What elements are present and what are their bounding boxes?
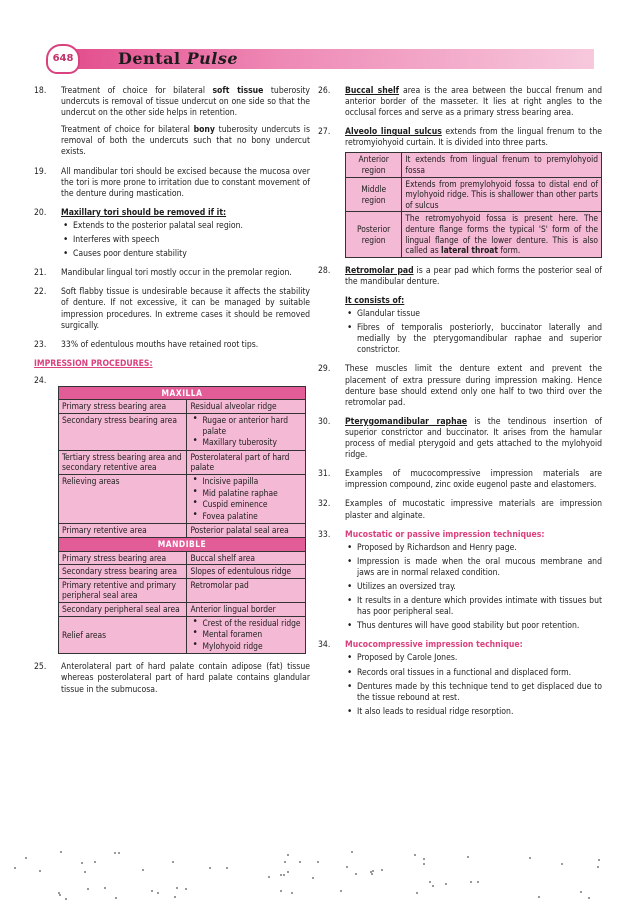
speckle-dot [317, 861, 319, 863]
speckle-dot [174, 896, 176, 898]
list-item: • Fibres of temporalis posteriorly, buccinator laterally and medially by the pterygomandibular raphae and superior constrictor. [345, 323, 602, 356]
item-number: 34. [318, 640, 331, 651]
table-cell: Posterolateral part of hard palate [187, 450, 306, 474]
item-heading: Mucostatic or passive impression techniques: [345, 529, 545, 540]
list-item: • Records oral tissues in a functional and displaced form. [345, 668, 602, 679]
text: Treatment of choice for bilateral [61, 125, 194, 136]
list-item: • Interferes with speech [61, 235, 310, 246]
scan-speckle [0, 850, 638, 902]
item-number: 21. [34, 268, 47, 279]
item-heading: Maxillary tori should be removed if it: [61, 207, 227, 218]
list-item: • Proposed by Richardson and Henry page. [345, 543, 602, 554]
speckle-dot [268, 876, 270, 878]
item-number: 23. [34, 339, 47, 350]
speckle-dot [381, 869, 383, 871]
list-item: • Thus dentures will have good stability but poor retention. [345, 621, 602, 632]
table-row [59, 475, 306, 524]
item-number: 33. [318, 529, 331, 540]
table-row [59, 578, 306, 602]
book-title [118, 49, 238, 69]
speckle-dot [60, 851, 62, 853]
speckle-dot [185, 888, 187, 890]
speckle-dot [291, 892, 293, 894]
list-item: • Fovea palatine [190, 511, 302, 522]
table-row [59, 565, 306, 579]
table-row [59, 524, 306, 538]
speckle-dot [59, 894, 61, 896]
item-number: 28. [318, 265, 331, 276]
table-row [59, 414, 306, 451]
subheading: It consists of: [345, 296, 405, 306]
table-row [346, 177, 602, 212]
paragraph [61, 86, 310, 119]
speckle-dot [598, 859, 600, 861]
speckle-dot [355, 873, 357, 875]
item-20 [34, 208, 310, 260]
item-number: 20. [34, 207, 47, 218]
left-column [34, 86, 310, 704]
bullet-list [61, 221, 310, 260]
speckle-dot [372, 870, 374, 872]
item-34 [318, 640, 602, 718]
bullet-list [345, 309, 602, 356]
speckle-dot [157, 892, 159, 894]
table-row [59, 450, 306, 474]
item-text: Mandibular lingual tori mostly occur in the premolar region. [61, 268, 292, 279]
table-cell: Posterior palatal seal area [187, 524, 306, 538]
speckle-dot [283, 874, 285, 876]
speckle-dot [280, 890, 282, 892]
table-cell: Middle region [346, 177, 402, 212]
table-cell: Residual alveolar ridge [187, 400, 306, 414]
speckle-dot [340, 890, 342, 892]
table-cell: Primary stress bearing area [59, 551, 187, 565]
item-text: Examples of mucostatic impressive materials are impression plaster and alginate. [345, 499, 602, 521]
list-item: • Impression is made when the oral mucous membrane and jaws are in normal relaxed condition. [345, 557, 602, 579]
item-19 [34, 167, 310, 200]
item-number: 31. [318, 469, 331, 480]
speckle-dot [142, 869, 144, 871]
item-text: Examples of mucocompressive impression materials are impression compound, zinc oxide eugenol paste and elastomers. [345, 469, 602, 491]
title-dental: Dental [118, 49, 187, 68]
table-cell: It extends from lingual frenum to premylohyoid fossa [402, 153, 602, 177]
item-text: extends from the lingual frenum to the retromyiohyoid curtain. It is divided into three parts. [345, 127, 602, 149]
item-31 [318, 469, 602, 491]
list-item: • Crest of the residual ridge [190, 618, 302, 629]
table-row [346, 212, 602, 257]
table-cell: Relief areas [59, 616, 187, 654]
speckle-dot [39, 870, 41, 872]
list-item: • Cuspid eminence [190, 499, 302, 510]
list-item: • Proposed by Carole Jones. [345, 653, 602, 664]
table-cell: Tertiary stress bearing area and secondary retentive area [59, 450, 187, 474]
speckle-dot [87, 888, 89, 890]
bold-text: bony [193, 125, 215, 136]
item-heading: Buccal shelf [345, 86, 400, 96]
item-text: Anterolateral part of hard palate contain adipose (fat) tissue whereas posterolateral part of hard palate contains glandular tissue in the submucosa. [61, 662, 310, 695]
speckle-dot [176, 887, 178, 889]
speckle-dot [371, 873, 373, 875]
bullet-list [345, 543, 602, 633]
table-cell: Primary stress bearing area [59, 400, 187, 414]
item-number: 29. [318, 364, 331, 375]
item-number: 27. [318, 127, 331, 138]
table-cell [402, 212, 602, 257]
table-row [59, 551, 306, 565]
item-number: 19. [34, 166, 47, 177]
item-32 [318, 499, 602, 521]
paragraph [61, 125, 310, 158]
item-33 [318, 530, 602, 633]
title-pulse: Pulse [186, 49, 239, 68]
speckle-dot [115, 897, 117, 899]
item-text: 33% of edentulous mouths have retained root tips. [61, 339, 259, 350]
item-24 [34, 376, 310, 654]
speckle-dot [429, 881, 431, 883]
table-cell: Primary retentive area [59, 524, 187, 538]
text: The retromyohyoid fossa is present here. The denture flange forms the typical 'S' form of the lingual flange of the lower denture. This is also called as [405, 213, 598, 256]
speckle-dot [423, 863, 425, 865]
speckle-dot [588, 897, 590, 899]
table-row [59, 616, 306, 654]
item-29 [318, 364, 602, 408]
speckle-dot [84, 871, 86, 873]
item-25 [34, 662, 310, 695]
item-heading: Retromolar pad [345, 265, 414, 276]
list-item: • Mid palatine raphae [190, 488, 302, 499]
speckle-dot [416, 892, 418, 894]
speckle-dot [104, 887, 106, 889]
item-heading: Mucocompressive impression technique: [345, 640, 523, 651]
speckle-dot [25, 857, 27, 859]
table-cell: Secondary stress bearing area [59, 414, 187, 451]
text: form. [497, 245, 521, 256]
item-text: is a pear pad which forms the posterior seal of the mandibular denture. [345, 265, 603, 287]
speckle-dot [287, 854, 289, 856]
item-21 [34, 268, 310, 279]
speckle-dot [312, 877, 314, 879]
speckle-dot [94, 861, 96, 863]
speckle-dot [209, 867, 211, 869]
item-heading: Pterygomandibular raphae [345, 416, 468, 427]
speckle-dot [226, 867, 228, 869]
item-30 [318, 417, 602, 461]
right-column [318, 86, 602, 726]
bold-text: soft tissue [212, 86, 264, 96]
table-cell [187, 475, 306, 524]
speckle-dot [280, 874, 282, 876]
item-28 [318, 266, 602, 357]
speckle-dot [445, 883, 447, 885]
table-row [59, 400, 306, 414]
item-number: 32. [318, 499, 331, 510]
table-cell: Secondary peripheral seal area [59, 602, 187, 616]
speckle-dot [151, 890, 153, 892]
list-item: • It results in a denture which provides intimate with tissues but has poor peripheral seal. [345, 596, 602, 618]
table-cell [187, 616, 306, 654]
speckle-dot [351, 851, 353, 853]
item-text: Soft flabby tissue is undesirable because it affects the stability of denture. If not excessive, it can be managed by suitable impression procedures. In extreme cases it should be removed surgically. [61, 287, 310, 331]
item-text: All mandibular tori should be excised because the mucosa over the tori is more prone to irritation due to constant movement of the denture during mastication. [61, 166, 310, 199]
table-row [346, 153, 602, 177]
table-cell: Retromolar pad [187, 578, 306, 602]
speckle-dot [580, 891, 582, 893]
list-item: • Maxillary tuberosity [190, 437, 302, 448]
text: tuberosity undercuts is removal of tissue undercut on one side so that the undercut on the other side helps in retention. [61, 86, 311, 119]
list-item: • Mental foramen [190, 629, 302, 640]
text: Treatment of choice for bilateral [61, 86, 213, 96]
table-cell: Secondary stress bearing area [59, 565, 187, 579]
table-cell: Primary retentive and primary peripheral seal area [59, 578, 187, 602]
table-header-mandible: MANDIBLE [59, 538, 306, 552]
speckle-dot [14, 867, 16, 869]
speckle-dot [423, 858, 425, 860]
list-item: • Utilizes an oversized tray. [345, 582, 602, 593]
speckle-dot [561, 863, 563, 865]
table-cell: Relieving areas [59, 475, 187, 524]
table-cell: Extends from premylohyoid fossa to distal end of mylohyoid ridge. This is shallower than other parts of sulcus [402, 177, 602, 212]
item-text: These muscles limit the denture extent and prevent the placement of extra pressure during impression making. Hence denture base should extend only one half to two third over the retromolar pad. [345, 364, 602, 408]
table-cell: Posterior region [346, 212, 402, 257]
speckle-dot [172, 861, 174, 863]
item-27 [318, 127, 602, 258]
item-number: 18. [34, 86, 47, 96]
list-item: • It also leads to residual ridge resorption. [345, 707, 602, 718]
list-item: • Incisive papilla [190, 476, 302, 487]
table-cell: Anterior region [346, 153, 402, 177]
list-item: • Extends to the posterior palatal seal region. [61, 221, 310, 232]
list-item: • Dentures made by this technique tend to get displaced due to the tissue rebound at rest. [345, 682, 602, 704]
item-number: 24. [34, 375, 47, 386]
speckle-dot [299, 861, 301, 863]
speckle-dot [65, 898, 67, 900]
speckle-dot [114, 852, 116, 854]
speckle-dot [118, 852, 120, 854]
item-22 [34, 287, 310, 331]
item-number: 22. [34, 287, 47, 298]
item-23 [34, 340, 310, 351]
speckle-dot [81, 862, 83, 864]
speckle-dot [538, 896, 540, 898]
list-item: • Causes poor denture stability [61, 249, 310, 260]
table-cell: Anterior lingual border [187, 602, 306, 616]
item-text: is the tendinous insertion of superior constrictor and buccinator. It arises from the hamular process of medial pterygoid and gets attached to the mylohyoid ridge. [345, 416, 602, 461]
page-number: 648 [52, 53, 74, 64]
item-number: 26. [318, 86, 331, 96]
speckle-dot [470, 881, 472, 883]
speckle-dot [477, 881, 479, 883]
table-cell: Buccal shelf area [187, 551, 306, 565]
speckle-dot [284, 861, 286, 863]
section-heading: IMPRESSION PROCEDURES: [34, 358, 153, 369]
item-heading: Alveolo lingual sulcus [345, 127, 442, 138]
speckle-dot [467, 856, 469, 858]
table-cell [187, 414, 306, 451]
bold-text: lateral throat [441, 245, 498, 256]
bullet-list [345, 653, 602, 717]
text: tuberosity undercuts is removal of both the undercuts such that no bony undercut exists. [61, 125, 310, 158]
table-row [59, 602, 306, 616]
stress-areas-table [58, 386, 306, 654]
list-item: • Mylohyoid ridge [190, 641, 302, 652]
sulcus-table [345, 152, 602, 257]
speckle-dot [414, 854, 416, 856]
item-number: 30. [318, 416, 331, 427]
page-header [46, 44, 594, 74]
speckle-dot [346, 866, 348, 868]
speckle-dot [287, 871, 289, 873]
item-number: 25. [34, 662, 47, 673]
table-cell: Slopes of edentulous ridge [187, 565, 306, 579]
speckle-dot [529, 857, 531, 859]
item-text: area is the area between the buccal frenum and anterior border of the masseter. It lies at right angles to the occlusal forces and serve as a primary stress bearing area. [345, 86, 602, 119]
table-header-maxilla: MAXILLA [59, 386, 306, 400]
list-item: • Rugae or anterior hard palate [190, 415, 302, 436]
speckle-dot [432, 885, 434, 887]
item-26 [318, 86, 602, 119]
list-item: • Glandular tissue [345, 309, 602, 320]
speckle-dot [597, 866, 599, 868]
item-18 [34, 86, 310, 159]
tooth-icon [46, 44, 80, 74]
